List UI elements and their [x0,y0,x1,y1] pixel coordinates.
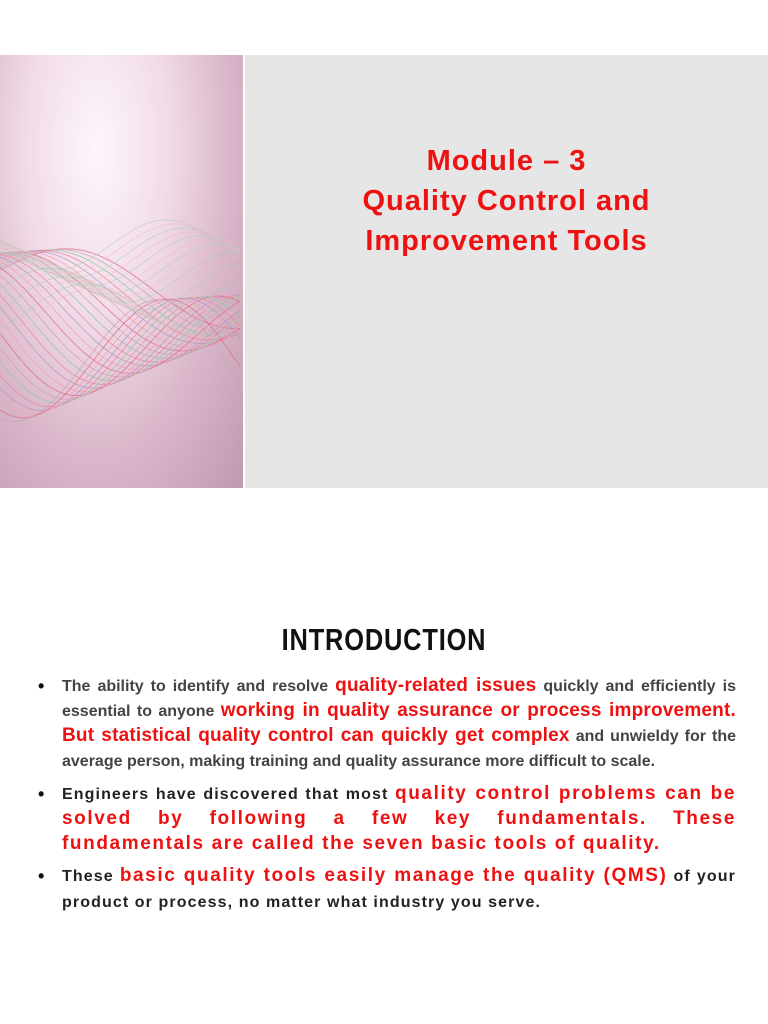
wave-line [0,260,240,310]
bullet-item-1 [34,674,736,774]
body-text: and unwieldy for the average person, making training and quality assurance more difficult to scale. [62,728,736,770]
bullet-icon: • [38,783,46,804]
title-slide [0,55,768,488]
bullet-item-2 [34,782,736,857]
body-text: Engineers have discovered that most [62,785,395,803]
bullet-list [34,674,736,915]
title-panel [245,55,768,488]
section-heading: INTRODUCTION [281,622,487,657]
wave-line [0,232,240,282]
body-text: The ability to identify and resolve [62,678,336,695]
wave-line [0,264,240,314]
title-line-3: Improvement Tools [365,225,648,257]
bullet-icon: • [38,676,45,696]
wave-line [0,297,240,400]
wave-line [0,220,240,270]
highlighted-text: quality-related issues [335,675,537,696]
wave-graphic [0,55,243,488]
body-text: quickly and efficiently is essential to anyone [62,678,737,721]
bullet-icon: • [38,866,46,887]
wave-line [0,236,240,286]
introduction-slide [0,610,768,1010]
body-text: of your product or process, no matter what industry you serve. [62,868,736,911]
title-line-1: Module – 3 [426,145,587,177]
title-line-2: Quality Control and [362,185,651,217]
wave-lines-image [0,55,243,488]
highlighted-text: quality control problems can be solved by following a few key fundamentals. These fundamentals are called the seven basic tools of quality. [62,782,736,854]
highlighted-text: working in quality assurance or process improvement. But statistical quality control can quickly get complex [62,700,736,747]
highlighted-text: basic quality tools easily manage the quality (QMS) [119,865,668,887]
bullet-item-3 [34,864,736,915]
slide-title [245,141,768,261]
body-text: These [62,868,120,886]
